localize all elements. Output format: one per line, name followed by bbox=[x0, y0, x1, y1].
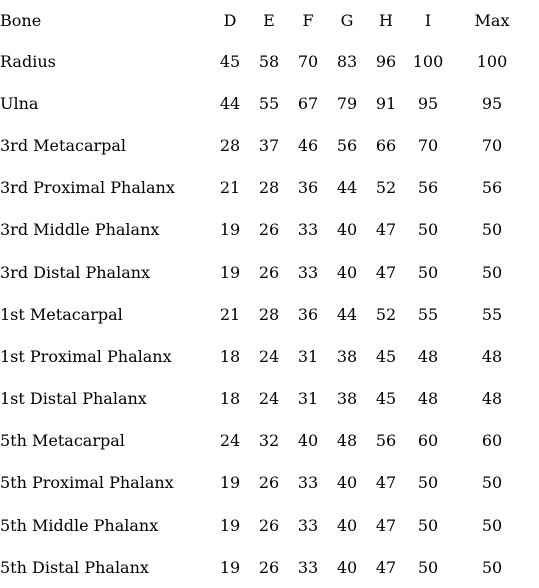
table-row bbox=[0, 251, 539, 293]
table-row bbox=[0, 82, 539, 124]
value-cell-max: 50 bbox=[481, 515, 503, 535]
value-cell-i: 100 bbox=[412, 51, 444, 71]
value-cell-f: 40 bbox=[297, 431, 319, 451]
value-cell-g: 40 bbox=[336, 220, 358, 240]
value-cell-i: 50 bbox=[417, 473, 439, 493]
value-cell-i: 50 bbox=[417, 557, 439, 577]
value-cell-h: 45 bbox=[375, 346, 397, 366]
table-row bbox=[0, 167, 539, 209]
bone-name-cell: 1st Metacarpal bbox=[0, 304, 123, 324]
value-cell-e: 26 bbox=[258, 220, 280, 240]
table-row bbox=[0, 462, 539, 504]
value-cell-e: 26 bbox=[258, 515, 280, 535]
value-cell-h: 47 bbox=[375, 262, 397, 282]
value-cell-max: 56 bbox=[481, 178, 503, 198]
value-cell-i: 60 bbox=[417, 431, 439, 451]
value-cell-e: 24 bbox=[258, 389, 280, 409]
value-cell-max: 48 bbox=[481, 389, 503, 409]
value-cell-h: 66 bbox=[375, 135, 397, 155]
bone-name-cell: 3rd Distal Phalanx bbox=[0, 262, 151, 282]
header-i: I bbox=[424, 10, 432, 30]
value-cell-e: 26 bbox=[258, 557, 280, 577]
value-cell-max: 50 bbox=[481, 473, 503, 493]
bone-name-cell: 3rd Proximal Phalanx bbox=[0, 178, 175, 198]
value-cell-h: 56 bbox=[375, 431, 397, 451]
value-cell-max: 60 bbox=[481, 431, 503, 451]
value-cell-g: 44 bbox=[336, 178, 358, 198]
value-cell-f: 67 bbox=[297, 93, 319, 113]
value-cell-max: 50 bbox=[481, 557, 503, 577]
bone-name-cell: 3rd Middle Phalanx bbox=[0, 220, 160, 240]
header-row bbox=[0, 0, 539, 40]
value-cell-d: 18 bbox=[219, 346, 241, 366]
value-cell-f: 46 bbox=[297, 135, 319, 155]
value-cell-e: 55 bbox=[258, 93, 280, 113]
value-cell-f: 36 bbox=[297, 304, 319, 324]
bone-name-cell: 5th Proximal Phalanx bbox=[0, 473, 174, 493]
value-cell-d: 18 bbox=[219, 389, 241, 409]
value-cell-max: 48 bbox=[481, 346, 503, 366]
value-cell-e: 58 bbox=[258, 51, 280, 71]
value-cell-h: 52 bbox=[375, 178, 397, 198]
value-cell-i: 50 bbox=[417, 220, 439, 240]
value-cell-e: 28 bbox=[258, 178, 280, 198]
table-row bbox=[0, 209, 539, 251]
value-cell-i: 48 bbox=[417, 389, 439, 409]
value-cell-g: 40 bbox=[336, 557, 358, 577]
value-cell-i: 70 bbox=[417, 135, 439, 155]
value-cell-f: 31 bbox=[297, 389, 319, 409]
header-h: H bbox=[379, 10, 393, 30]
value-cell-d: 19 bbox=[219, 515, 241, 535]
bone-name-cell: 1st Proximal Phalanx bbox=[0, 346, 172, 366]
value-cell-i: 48 bbox=[417, 346, 439, 366]
value-cell-i: 95 bbox=[417, 93, 439, 113]
value-cell-h: 47 bbox=[375, 515, 397, 535]
value-cell-g: 79 bbox=[336, 93, 358, 113]
value-cell-h: 91 bbox=[375, 93, 397, 113]
table-row bbox=[0, 420, 539, 462]
value-cell-f: 36 bbox=[297, 178, 319, 198]
value-cell-f: 33 bbox=[297, 473, 319, 493]
value-cell-d: 24 bbox=[219, 431, 241, 451]
value-cell-e: 32 bbox=[258, 431, 280, 451]
table-body bbox=[0, 40, 539, 588]
bone-name-cell: 3rd Metacarpal bbox=[0, 135, 127, 155]
table-row bbox=[0, 40, 539, 82]
table-row bbox=[0, 124, 539, 166]
bone-name-cell: 5th Distal Phalanx bbox=[0, 557, 149, 577]
value-cell-g: 38 bbox=[336, 346, 358, 366]
value-cell-max: 55 bbox=[481, 304, 503, 324]
header-f: F bbox=[302, 10, 314, 30]
value-cell-g: 48 bbox=[336, 431, 358, 451]
value-cell-e: 28 bbox=[258, 304, 280, 324]
value-cell-i: 56 bbox=[417, 178, 439, 198]
value-cell-e: 24 bbox=[258, 346, 280, 366]
value-cell-h: 45 bbox=[375, 389, 397, 409]
value-cell-f: 33 bbox=[297, 220, 319, 240]
value-cell-max: 70 bbox=[481, 135, 503, 155]
header-d: D bbox=[223, 10, 237, 30]
value-cell-g: 40 bbox=[336, 473, 358, 493]
value-cell-d: 28 bbox=[219, 135, 241, 155]
bone-name-cell: 1st Distal Phalanx bbox=[0, 389, 147, 409]
value-cell-i: 50 bbox=[417, 262, 439, 282]
value-cell-d: 44 bbox=[219, 93, 241, 113]
header-max: Max bbox=[474, 10, 510, 30]
table-header bbox=[0, 0, 539, 40]
table-row bbox=[0, 504, 539, 546]
header-g: G bbox=[340, 10, 354, 30]
bone-name-cell: 5th Middle Phalanx bbox=[0, 515, 159, 535]
value-cell-h: 47 bbox=[375, 220, 397, 240]
value-cell-e: 26 bbox=[258, 473, 280, 493]
value-cell-max: 100 bbox=[476, 51, 508, 71]
value-cell-e: 26 bbox=[258, 262, 280, 282]
value-cell-f: 70 bbox=[297, 51, 319, 71]
table-row bbox=[0, 378, 539, 420]
value-cell-g: 40 bbox=[336, 515, 358, 535]
value-cell-g: 44 bbox=[336, 304, 358, 324]
value-cell-max: 95 bbox=[481, 93, 503, 113]
value-cell-d: 21 bbox=[219, 304, 241, 324]
value-cell-h: 47 bbox=[375, 473, 397, 493]
value-cell-d: 19 bbox=[219, 220, 241, 240]
value-cell-max: 50 bbox=[481, 220, 503, 240]
value-cell-max: 50 bbox=[481, 262, 503, 282]
header-bone: Bone bbox=[0, 10, 42, 30]
bone-name-cell: 5th Metacarpal bbox=[0, 431, 125, 451]
value-cell-h: 52 bbox=[375, 304, 397, 324]
value-cell-g: 38 bbox=[336, 389, 358, 409]
value-cell-d: 19 bbox=[219, 262, 241, 282]
value-cell-f: 33 bbox=[297, 262, 319, 282]
value-cell-d: 19 bbox=[219, 557, 241, 577]
value-cell-g: 83 bbox=[336, 51, 358, 71]
value-cell-f: 31 bbox=[297, 346, 319, 366]
table-row bbox=[0, 293, 539, 335]
value-cell-i: 55 bbox=[417, 304, 439, 324]
bone-name-cell: Radius bbox=[0, 51, 56, 71]
value-cell-d: 45 bbox=[219, 51, 241, 71]
bone-name-cell: Ulna bbox=[0, 93, 39, 113]
value-cell-f: 33 bbox=[297, 515, 319, 535]
value-cell-h: 47 bbox=[375, 557, 397, 577]
value-cell-g: 40 bbox=[336, 262, 358, 282]
value-cell-e: 37 bbox=[258, 135, 280, 155]
value-cell-f: 33 bbox=[297, 557, 319, 577]
value-cell-d: 19 bbox=[219, 473, 241, 493]
header-e: E bbox=[263, 10, 275, 30]
value-cell-i: 50 bbox=[417, 515, 439, 535]
table-row bbox=[0, 335, 539, 377]
value-cell-d: 21 bbox=[219, 178, 241, 198]
value-cell-h: 96 bbox=[375, 51, 397, 71]
value-cell-g: 56 bbox=[336, 135, 358, 155]
